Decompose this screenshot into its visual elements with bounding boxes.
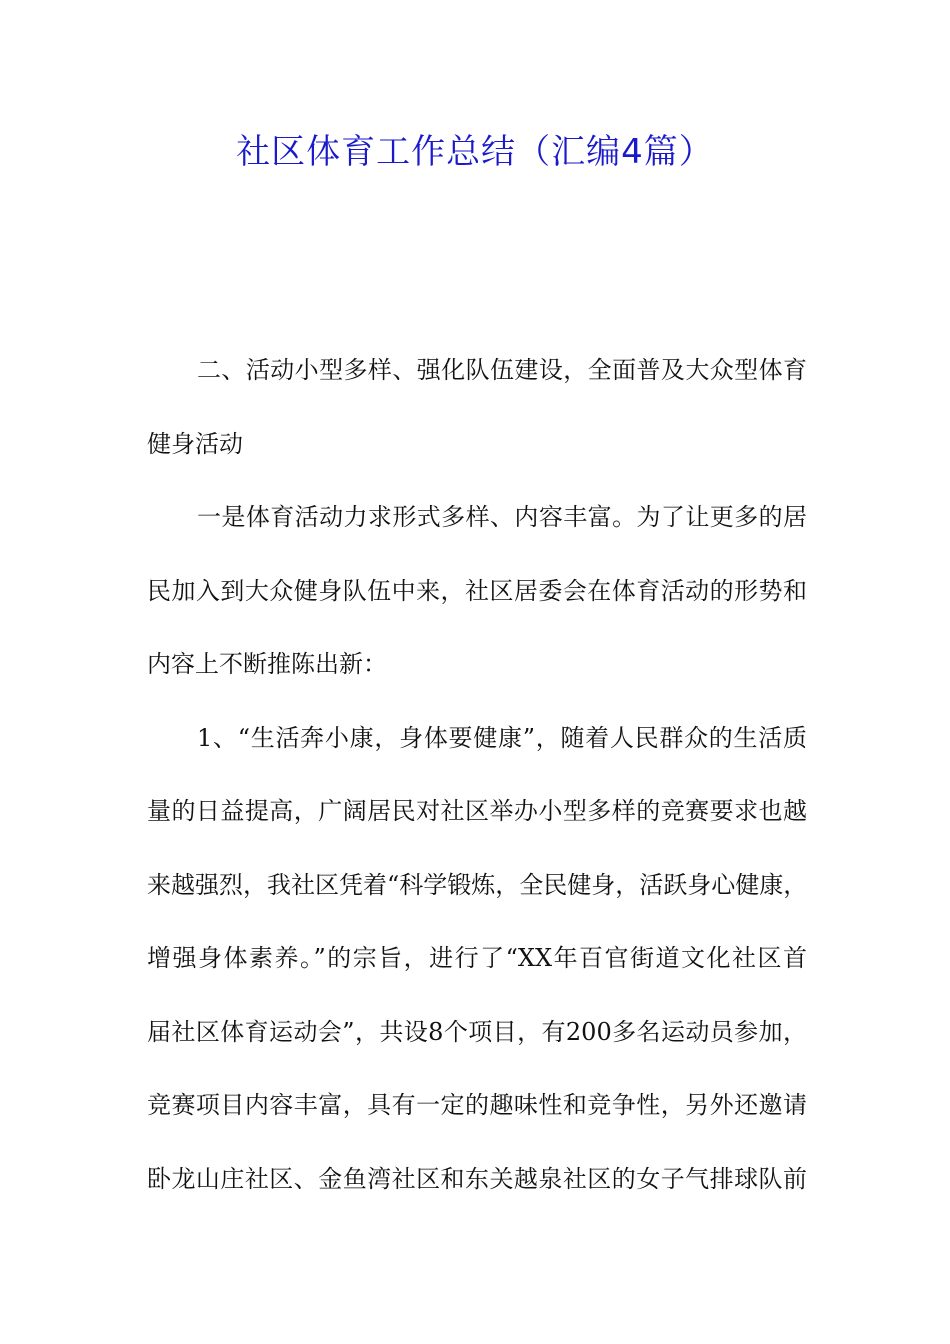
paragraph-line: 民加入到大众健身队伍中来，社区居委会在体育活动的形势和 <box>147 576 807 605</box>
paragraph-line: 一是体育活动力求形式多样、内容丰富。为了让更多的居 <box>197 503 807 531</box>
paragraph-line: 量的日益提高，广阔居民对社区举办小型多样的竞赛要求也越 <box>147 797 807 825</box>
paragraph <box>147 481 807 702</box>
paragraph-line: 健身活动 <box>147 429 243 458</box>
paragraph-line: 二、活动小型多样、强化队伍建设，全面普及大众型体育 <box>197 356 807 384</box>
paragraph-line: 增强身体素养。”的宗旨，进行了“XX年百官街道文化社区首 <box>147 944 807 972</box>
paragraph-line: 竞赛项目内容丰富，具有一定的趣味性和竞争性，另外还邀请 <box>147 1091 807 1119</box>
paragraph-line: 卧龙山庄社区、金鱼湾社区和东关越泉社区的女子气排球队前 <box>147 1164 807 1193</box>
paragraph <box>147 702 807 1217</box>
paragraph-line: 届社区体育运动会”，共设8个项目，有200多名运动员参加， <box>147 1017 807 1046</box>
paragraph-line: 1、“生活奔小康，身体要健康”，随着人民群众的生活质 <box>197 723 807 752</box>
paragraph-line: 内容上不断推陈出新： <box>147 650 387 678</box>
document-body <box>147 334 807 1216</box>
paragraph-line: 来越强烈，我社区凭着“科学锻炼，全民健身，活跃身心健康， <box>147 870 808 899</box>
document-title: 社区体育工作总结（汇编4篇） <box>236 132 714 172</box>
paragraph <box>147 334 807 481</box>
